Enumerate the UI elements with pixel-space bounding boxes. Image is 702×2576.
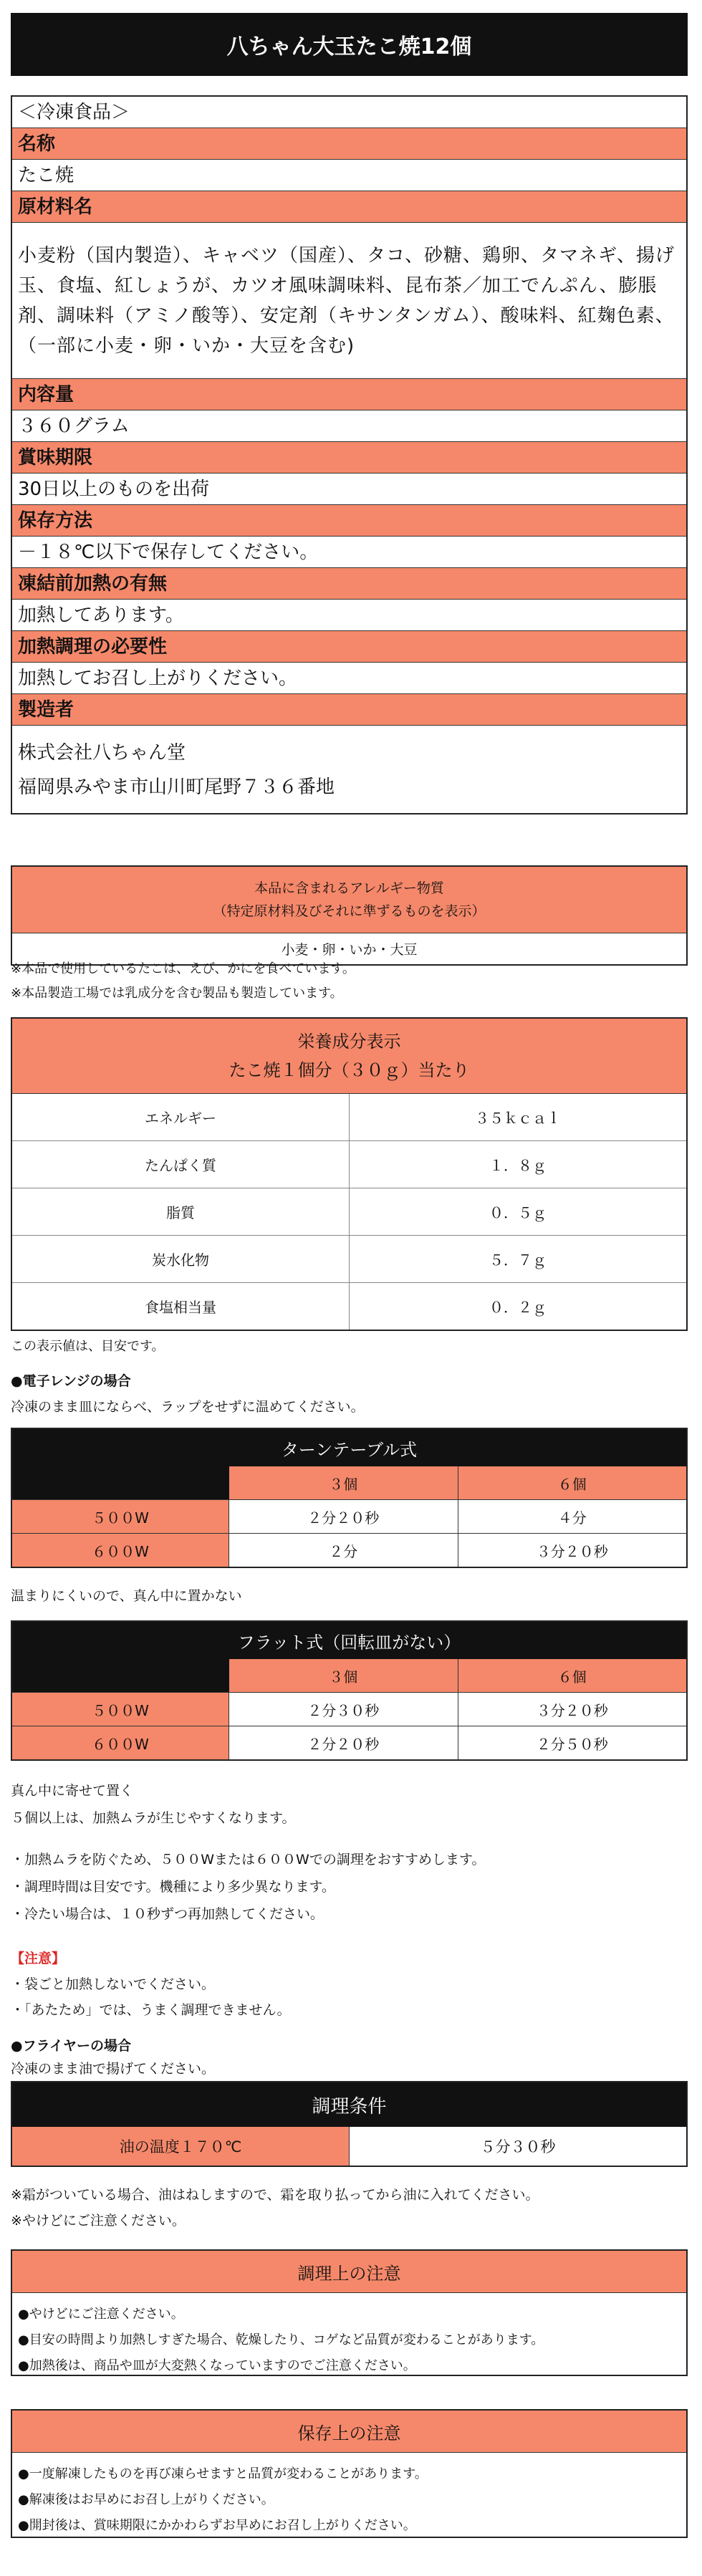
nutrition-note: この表示値は、目安です。 xyxy=(11,1339,165,1354)
time-6pcs: ２分５０秒 xyxy=(536,1735,608,1753)
time-3pcs: ２分 xyxy=(229,1534,458,1567)
nutrition-row xyxy=(12,1236,686,1283)
fryer-note-2: ※やけどにご注意ください。 xyxy=(11,2213,186,2229)
time-3pcs: ２分３０秒 xyxy=(229,1693,458,1726)
allergy-header xyxy=(12,867,686,933)
wattage: ５００W xyxy=(12,1693,229,1726)
flat-note-2: ５個以上は、加熱ムラが生じやすくなります。 xyxy=(11,1810,296,1826)
time-6pcs: ３分２０秒 xyxy=(536,1701,608,1719)
spec-cooking-value: 加熱してお召し上がりください。 xyxy=(12,663,686,694)
cooking-caution-title: 調理上の注意 xyxy=(12,2251,686,2293)
time-3pcs: ２分２０秒 xyxy=(229,1500,458,1533)
spec-expiry-label: 賞味期限 xyxy=(12,442,686,474)
nutrient-value: ０．５ｇ xyxy=(489,1204,547,1221)
storage-caution-title: 保存上の注意 xyxy=(12,2411,686,2453)
time-3pcs: ２分２０秒 xyxy=(229,1726,458,1759)
nutrient-name: エネルギー xyxy=(12,1094,350,1140)
col-6pcs: ６個 xyxy=(458,1466,687,1499)
product-spec-table xyxy=(11,95,688,814)
turntable-title: ターンテーブル式 xyxy=(12,1429,686,1466)
nutrition-row xyxy=(12,1283,686,1330)
spec-name-value: たこ焼 xyxy=(12,160,686,191)
table-row xyxy=(12,1499,686,1533)
fryer-intro: 冷凍のまま油で揚げてください。 xyxy=(11,2061,216,2077)
product-title: 八ちゃん大玉たこ焼12個 xyxy=(226,34,472,59)
list-item: ●一度解凍したものを再び凍らせますと品質が変わることがあります。 xyxy=(18,2466,428,2481)
fryer-row xyxy=(12,2127,686,2166)
spec-expiry-value: 30日以上のものを出荷 xyxy=(12,474,686,505)
nutrition-row xyxy=(12,1188,686,1236)
col-3pcs: ３個 xyxy=(229,1466,458,1499)
storage-caution-box xyxy=(11,2409,688,2538)
flat-note-1: 真ん中に寄せて置く xyxy=(11,1783,134,1799)
table-row xyxy=(12,1533,686,1567)
allergy-note-2: ※本品製造工場では乳成分を含む製品も製造しています。 xyxy=(11,986,343,1001)
nutrient-name: 脂質 xyxy=(12,1188,350,1235)
time-6pcs: ４分 xyxy=(557,1509,587,1527)
spec-content-label: 内容量 xyxy=(12,379,686,410)
nutrient-value: ３５ｋｃａｌ xyxy=(475,1110,561,1127)
microwave-heading: ●電子レンジの場合 xyxy=(11,1373,131,1389)
nutrition-subtitle: たこ焼１個分（３０ｇ）当たり xyxy=(229,1060,470,1080)
nutrient-name: 炭水化物 xyxy=(12,1236,350,1282)
nutrition-header xyxy=(12,1019,686,1094)
fryer-table xyxy=(11,2081,688,2167)
turntable-note: 温まりにくいので、真ん中に置かない xyxy=(11,1588,242,1604)
spec-ingredients-value: 小麦粉（国内製造）、キャベツ（国産）、タコ、砂糖、鶏卵、タマネギ、揚げ玉、食塩、紅しょうが、カツオ風味調味料、昆布茶／加工でんぷん、膨脹剤、調味料（アミノ酸等）、安定剤（キサンタンガム）、酸味料、紅麹色素、（一部に小麦・卵・いか・大豆を含む) xyxy=(12,223,686,379)
list-item: ●加熱後は、商品や皿が大変熱くなっていますのでご注意ください。 xyxy=(18,2358,416,2373)
time-6pcs: ３分２０秒 xyxy=(536,1542,608,1560)
list-item: ●やけどにご注意ください。 xyxy=(18,2307,184,2322)
table-row xyxy=(12,1692,686,1726)
allergy-title: 本品に含まれるアレルギー物質 xyxy=(254,880,444,896)
fryer-note-1: ※霜がついている場合、油はねしますので、霜を取り払ってから油に入れてください。 xyxy=(11,2187,539,2203)
wattage: ６００W xyxy=(12,1726,229,1759)
allergy-subtitle: （特定原材料及びそれに準ずるものを表示） xyxy=(213,903,486,919)
caution-item: ・袋ごと加熱しないでください。 xyxy=(11,1976,216,1992)
allergy-note-1: ※本品で使用しているたこは、えび、かにを食べています。 xyxy=(11,961,355,976)
turntable-header-row xyxy=(12,1466,686,1499)
nutrient-name: 食塩相当量 xyxy=(12,1283,350,1330)
spec-category: ＜冷凍食品＞ xyxy=(12,97,686,128)
list-item: ●開封後は、賞味期限にかかわらずお早めにお召し上がりください。 xyxy=(18,2518,416,2533)
flat-header-row xyxy=(12,1659,686,1692)
product-title-bar xyxy=(11,13,688,76)
spec-maker-label: 製造者 xyxy=(12,694,686,726)
microwave-tip: ・調理時間は目安です。機種により多少異なります。 xyxy=(11,1879,335,1895)
table-row xyxy=(12,1726,686,1759)
maker-name: 株式会社八ちゃん堂 xyxy=(18,742,186,764)
nutrition-row xyxy=(12,1094,686,1141)
col-6pcs: ６個 xyxy=(458,1659,687,1692)
nutrition-row xyxy=(12,1141,686,1188)
header-blank xyxy=(12,1466,229,1499)
maker-address: 福岡県みやま市山川町尾野７３６番地 xyxy=(18,777,335,798)
microwave-tip: ・冷たい場合は、１０秒ずつ再加熱してください。 xyxy=(11,1906,324,1922)
col-3pcs: ３個 xyxy=(229,1659,458,1692)
wattage: ５００W xyxy=(12,1500,229,1533)
microwave-intro: 冷凍のまま皿にならべ、ラップをせずに温めてください。 xyxy=(11,1399,365,1415)
fryer-heading: ●フライヤーの場合 xyxy=(11,2038,132,2054)
oil-temperature: 油の温度１７０℃ xyxy=(12,2127,350,2166)
cooking-caution-list xyxy=(12,2293,686,2388)
flat-title: フラット式（回転皿がない） xyxy=(12,1622,686,1659)
nutrient-value: ０．２ｇ xyxy=(489,1299,547,1316)
nutrient-value: １．８ｇ xyxy=(489,1157,547,1174)
allergy-box xyxy=(11,865,688,966)
turntable-table xyxy=(11,1428,688,1568)
nutrition-title: 栄養成分表示 xyxy=(297,1032,401,1052)
spec-storage-label: 保存方法 xyxy=(12,505,686,537)
microwave-tip: ・加熱ムラを防ぐため、５００Wまたは６００Wでの調理をおすすめします。 xyxy=(11,1852,486,1868)
allergy-items: 小麦・卵・いか・大豆 xyxy=(281,942,418,958)
flat-table xyxy=(11,1620,688,1761)
spec-preheat-label: 凍結前加熱の有無 xyxy=(12,568,686,600)
spec-maker-value xyxy=(12,726,686,813)
list-item: ●解凍後はお早めにお召し上がりください。 xyxy=(18,2492,274,2507)
nutrient-name: たんぱく質 xyxy=(12,1141,350,1188)
spec-cooking-label: 加熱調理の必要性 xyxy=(12,631,686,663)
cooking-caution-box xyxy=(11,2249,688,2376)
fryer-title: 調理条件 xyxy=(12,2082,686,2127)
caution-item: ・「あたため」では、うまく調理できません。 xyxy=(11,2002,291,2018)
fry-time: ５分３０秒 xyxy=(480,2138,556,2156)
spec-preheat-value: 加熱してあります。 xyxy=(12,600,686,631)
list-item: ●目安の時間より加熱しすぎた場合、乾燥したり、コゲなど品質が変わることがあります。 xyxy=(18,2332,544,2347)
nutrition-table xyxy=(11,1017,688,1331)
wattage: ６００W xyxy=(12,1534,229,1567)
spec-storage-value: －１８℃以下で保存してください。 xyxy=(12,537,686,568)
spec-name-label: 名称 xyxy=(12,128,686,160)
spec-content-value: ３６０グラム xyxy=(12,410,686,442)
storage-caution-list xyxy=(12,2453,686,2547)
spec-ingredients-label: 原材料名 xyxy=(12,191,686,223)
caution-label: 【注意】 xyxy=(11,1951,66,1966)
header-blank xyxy=(12,1659,229,1692)
nutrient-value: ５．７ｇ xyxy=(489,1251,547,1269)
